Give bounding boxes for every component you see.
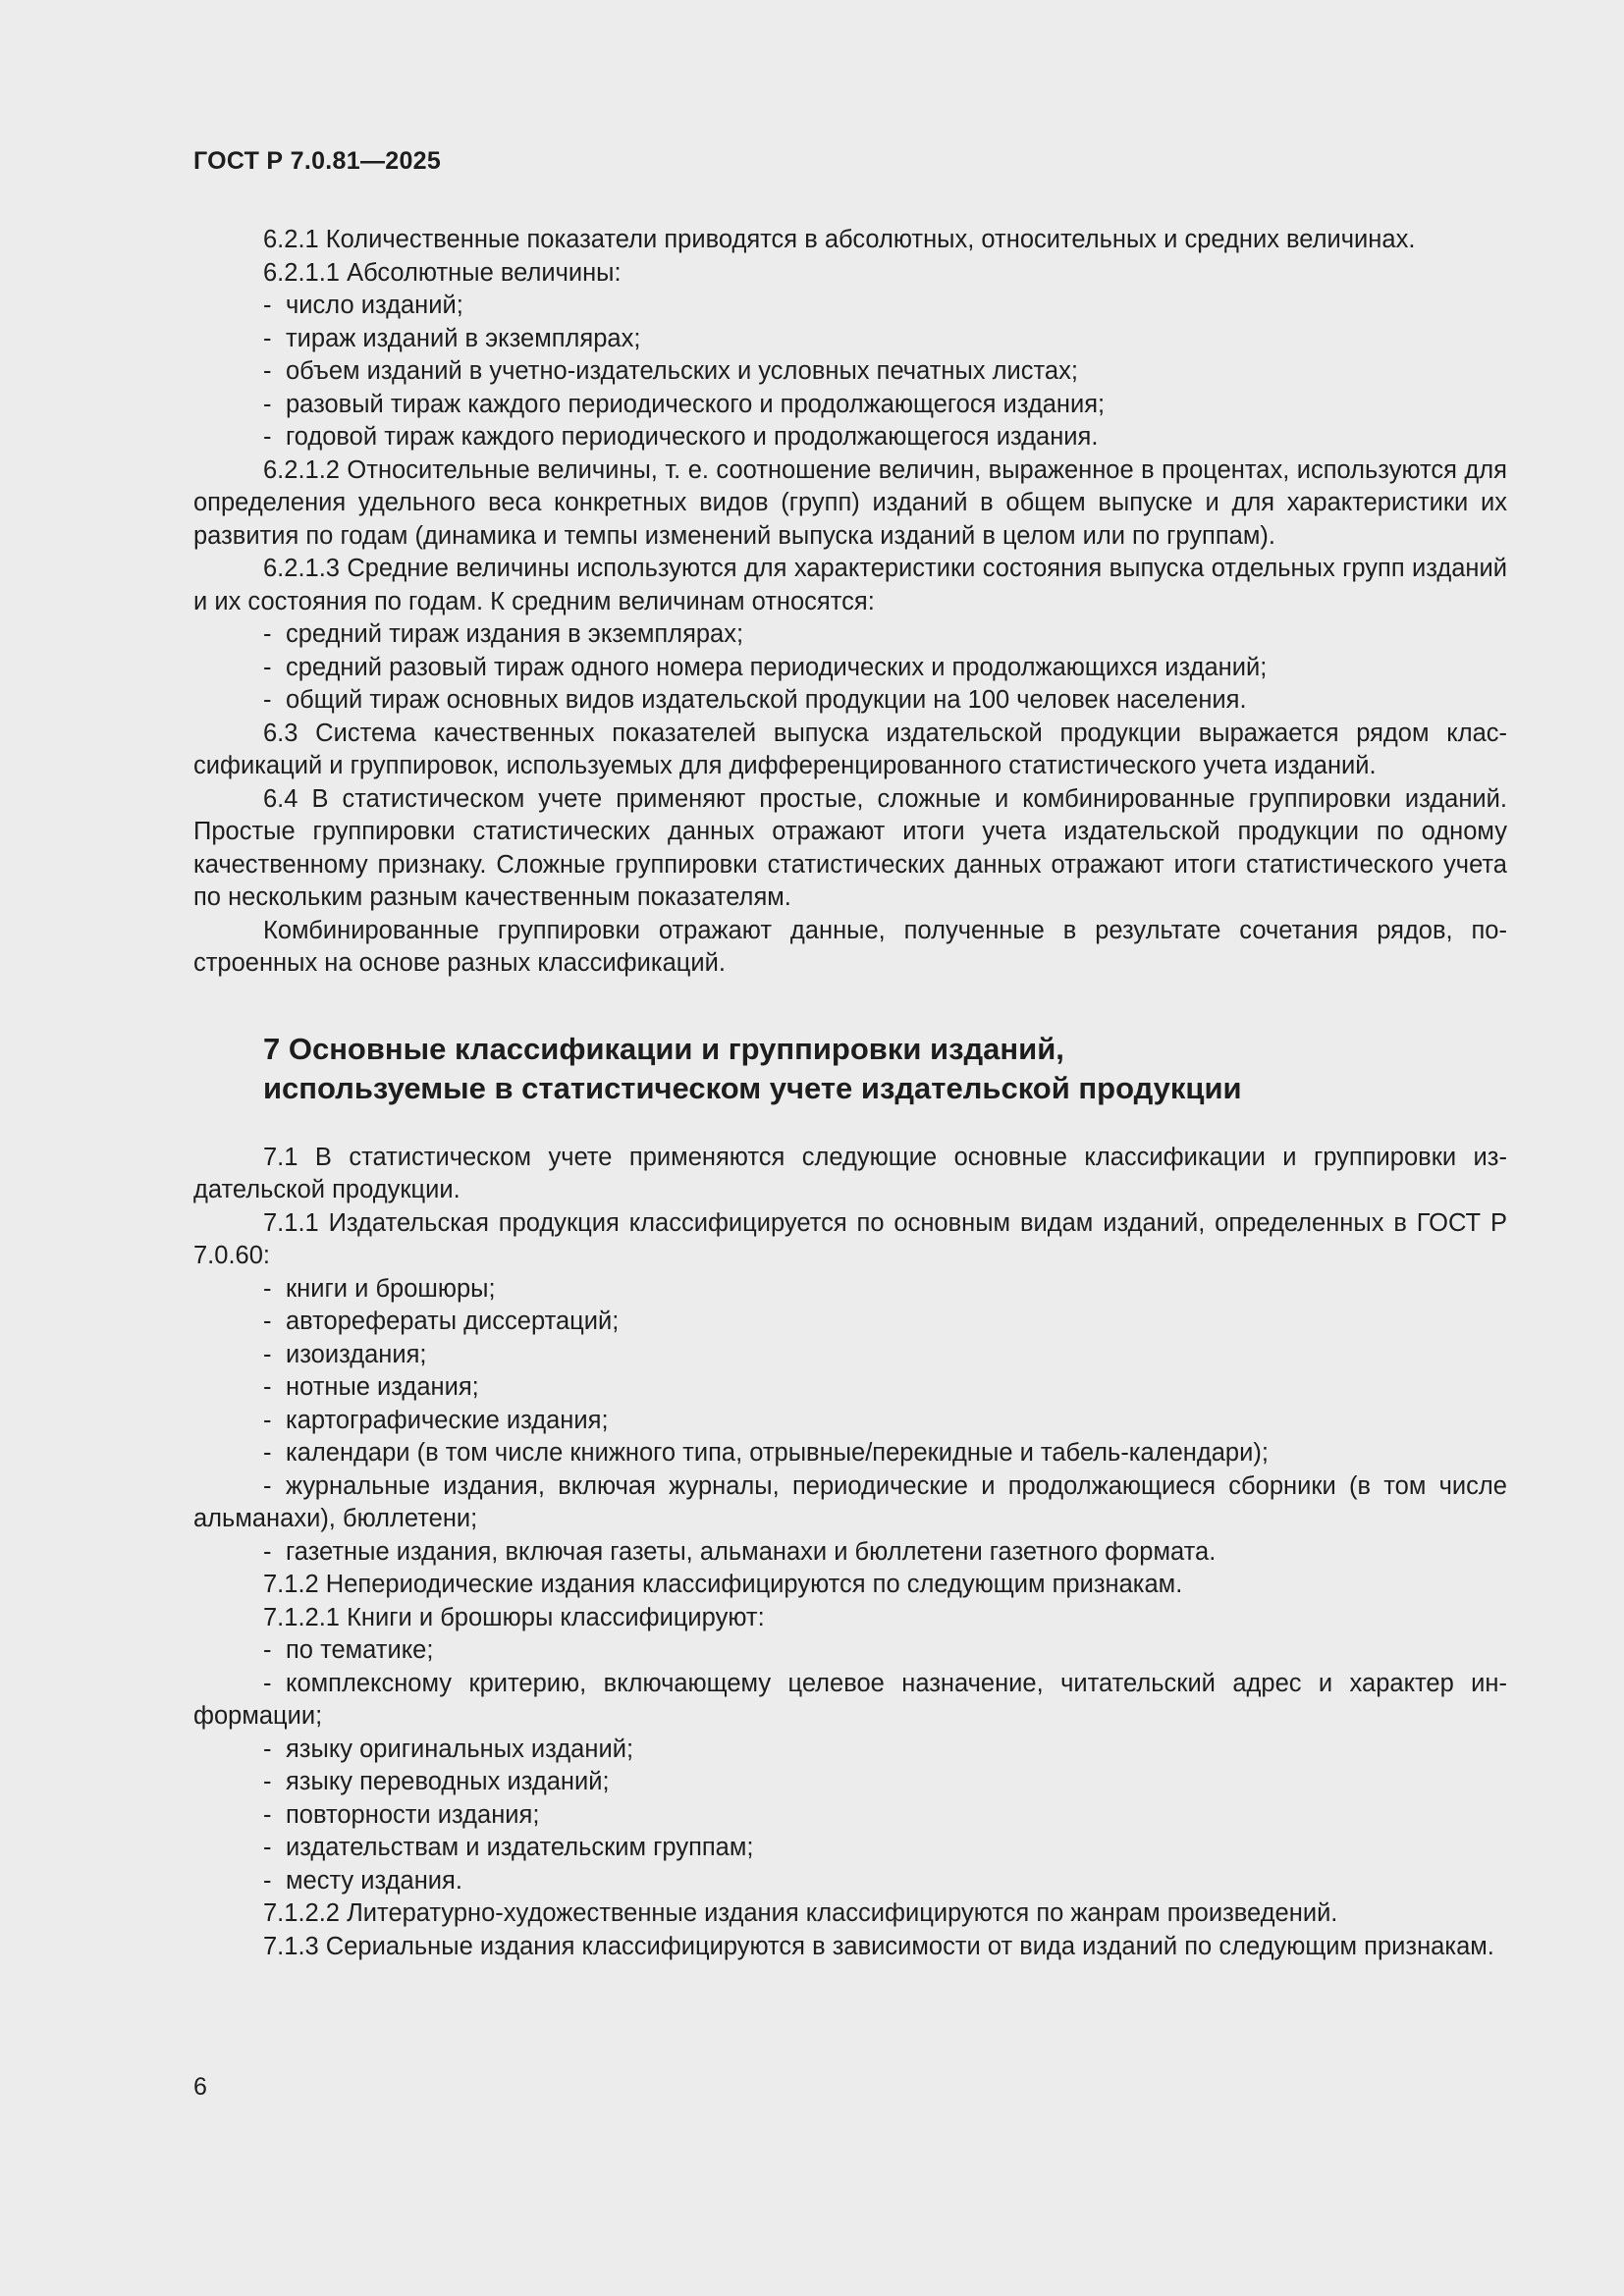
section-7-heading-line-1: 7 Основные классификации и группировки изданий, [263, 1031, 1064, 1066]
paragraph: 6.2.1.2 Относительные величины, т. е. соотношение величин, выраженное в процентах, используются для определения удельного веса конкретных видов (групп) изданий в общем выпуске и для характеристики их развития по годам (динамика и темпы изменений выпуска изданий в целом или по группам). [193, 455, 1507, 550]
list-bullet: - [263, 1439, 272, 1467]
section-7-heading-line-2: используемые в статистическом учете издательской продукции [263, 1070, 1242, 1105]
list-item [193, 1799, 1507, 1833]
list-item [193, 1865, 1507, 1898]
list-item [193, 652, 1507, 685]
list-bullet: - [263, 1834, 272, 1861]
section-7-content [193, 1142, 1507, 1964]
list-item-text: месту издания. [286, 1866, 462, 1895]
list-bullet: - [263, 686, 272, 714]
list-item [193, 1734, 1507, 1767]
page-number: 6 [193, 2073, 207, 2101]
paragraph: 6.3 Система качественных показателей выпуска издательской продукции выражается рядом классификаций и группировок, используемых для дифференцированного статистического учета изданий. [193, 719, 1507, 779]
list-bullet: - [263, 1471, 272, 1500]
section-6-content [193, 224, 1507, 981]
list-item-text: комплексному критерию, включающему целевое назначение, читательский адрес и характер информации; [193, 1669, 1507, 1730]
paragraph: 7.1.1 Издательская продукция классифицируется по основным видам изданий, определенных в ГОСТ Р 7.0.60: [193, 1208, 1507, 1269]
list-item-text: книги и брошюры; [286, 1274, 496, 1303]
list-bullet: - [263, 1340, 272, 1368]
list-item [193, 1668, 1507, 1734]
list-item-text: число изданий; [286, 292, 463, 319]
list-bullet: - [263, 292, 272, 319]
list-item-text: авторефераты диссертаций; [286, 1308, 620, 1335]
list-item [193, 1832, 1507, 1865]
list-bullet: - [263, 1373, 272, 1401]
paragraph: 6.2.1 Количественные показатели приводятся в абсолютных, относительных и средних величинах. [263, 226, 1416, 253]
paragraph: 7.1.2 Непериодические издания классифицируются по следующим признакам. [263, 1571, 1183, 1598]
list-item [193, 323, 1507, 356]
list-item-text: повторности издания; [286, 1800, 540, 1829]
list-bullet: - [263, 653, 272, 681]
list-bullet: - [263, 1768, 272, 1795]
list-bullet: - [263, 390, 272, 418]
list-bullet: - [263, 1636, 272, 1664]
list-bullet: - [263, 1669, 272, 1697]
list-item-text: тираж изданий в экземплярах; [286, 324, 641, 352]
list-item-text: языку оригинальных изданий; [286, 1735, 634, 1763]
list-bullet: - [263, 1866, 272, 1895]
list-item [193, 421, 1507, 454]
list-item-text: средний тираж издания в экземплярах; [286, 620, 744, 648]
document-header: ГОСТ Р 7.0.81—2025 [193, 147, 442, 175]
paragraph: 7.1.2.2 Литературно-художественные издания классифицируются по жанрам произведений. [263, 1899, 1338, 1927]
list-item [193, 389, 1507, 422]
paragraph: 6.2.1.3 Средние величины используются для характеристики состояния выпуска отдельных групп изданий и их состояния по годам. К средним величинам относятся: [193, 555, 1507, 615]
list-item-text: годовой тираж каждого периодического и продолжающегося издания. [286, 423, 1099, 451]
list-item [193, 1405, 1507, 1438]
list-item [193, 1766, 1507, 1799]
paragraph: 7.1.2.1 Книги и брошюры классифицируют: [263, 1603, 765, 1631]
list-item-text: изоиздания; [286, 1340, 427, 1368]
list-bullet: - [263, 620, 272, 648]
list-item-text: средний разовый тираж одного номера периодических и продолжающихся изданий; [286, 653, 1268, 681]
list-item-text: по тематике; [286, 1636, 434, 1664]
list-item [193, 1273, 1507, 1307]
document-body [193, 224, 1507, 1963]
list-item-text: издательствам и издательским группам; [286, 1834, 754, 1861]
list-item [193, 1634, 1507, 1668]
list-item-text: картографические издания; [286, 1406, 609, 1434]
list-item [193, 355, 1507, 389]
list-item [193, 684, 1507, 718]
list-item [193, 1437, 1507, 1470]
list-bullet: - [263, 324, 272, 352]
list-item [193, 618, 1507, 652]
list-item [193, 1306, 1507, 1339]
list-item-text: газетные издания, включая газеты, альманахи и бюллетени газетного формата. [286, 1537, 1217, 1566]
list-item [193, 290, 1507, 323]
list-bullet: - [263, 1537, 272, 1566]
list-item [193, 1536, 1507, 1570]
paragraph: 6.2.1.1 Абсолютные величины: [263, 258, 622, 287]
list-bullet: - [263, 357, 272, 385]
list-item-text: календари (в том числе книжного типа, отрывные/перекидные и табель-календари); [286, 1439, 1269, 1467]
list-item-text: разовый тираж каждого периодического и продолжающегося издания; [286, 390, 1106, 418]
paragraph: 7.1 В статистическом учете применяются следующие основные классификации и группировки издательской продукции. [193, 1143, 1507, 1203]
list-item [193, 1371, 1507, 1405]
paragraph: 6.4 В статистическом учете применяют простые, сложные и комбинированные группировки изданий. Простые группировки статистических данных отражают итоги учета издательской продукции по одному качественному признаку. Сложные группировки статистических данных отражают итоги статистического учета по нескольким разным качественным показателям. [193, 784, 1507, 911]
list-item-text: объем изданий в учетно-издательских и условных печатных листах; [286, 357, 1078, 385]
list-bullet: - [263, 1735, 272, 1763]
list-item-text: журнальные издания, включая журналы, периодические и продолжающиеся сборники (в том числе альманахи), бюллетени; [193, 1471, 1507, 1532]
list-bullet: - [263, 1406, 272, 1434]
section-7-heading [263, 1030, 1507, 1108]
list-bullet: - [263, 1800, 272, 1829]
list-item [193, 1339, 1507, 1372]
list-bullet: - [263, 1308, 272, 1335]
list-item [193, 1470, 1507, 1536]
list-bullet: - [263, 423, 272, 451]
list-item-text: нотные издания; [286, 1373, 479, 1401]
list-bullet: - [263, 1274, 272, 1303]
paragraph: Комбинированные группировки отражают данные, полученные в результате сочетания рядов, построенных на основе разных классификаций. [193, 916, 1507, 977]
list-item-text: общий тираж основных видов издательской продукции на 100 человек населения. [286, 686, 1247, 714]
paragraph: 7.1.3 Сериальные издания классифицируются в зависимости от вида изданий по следующим признакам. [263, 1932, 1494, 1960]
list-item-text: языку переводных изданий; [286, 1768, 610, 1795]
